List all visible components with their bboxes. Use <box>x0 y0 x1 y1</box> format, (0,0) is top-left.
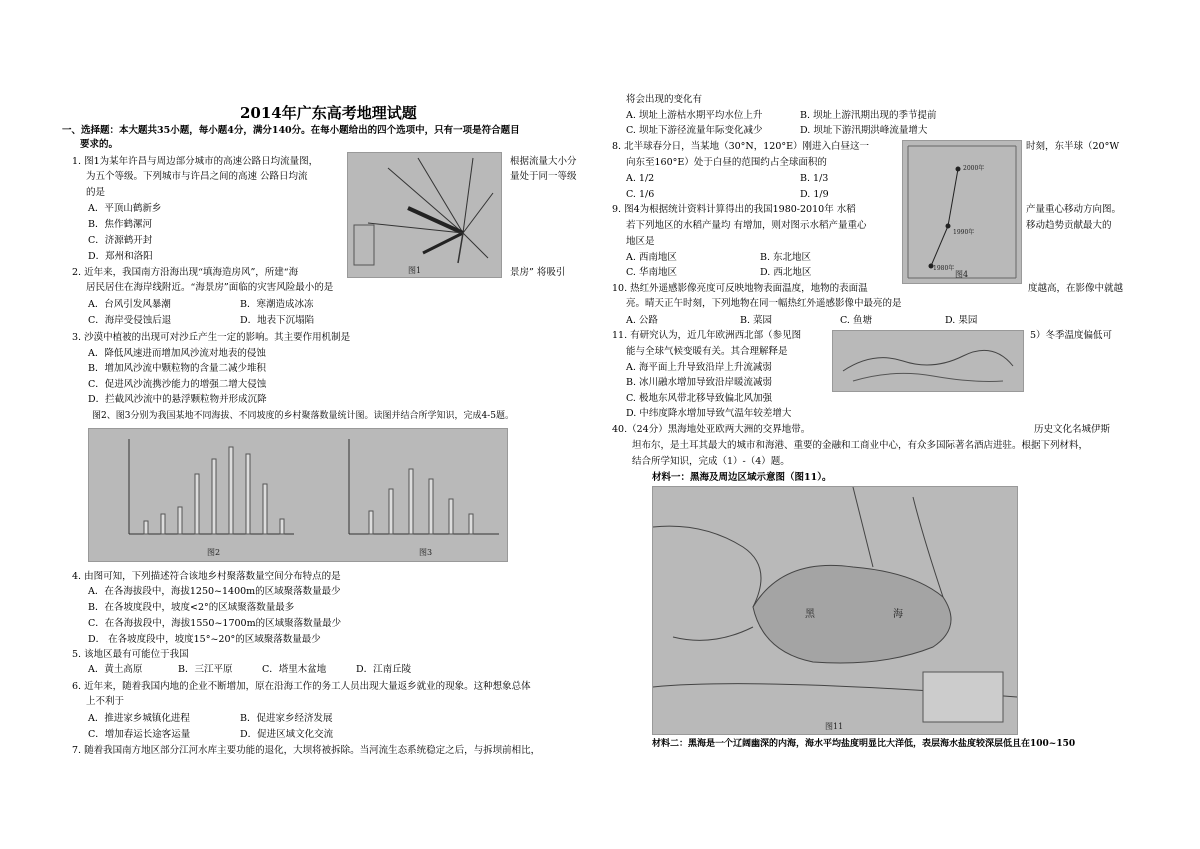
q1-stem-c: 为五个等级。下列城市与许昌之间的高速 公路日均流 <box>86 171 308 182</box>
q40-stem-d: 结合所学知识，完成（1）-（4）题。 <box>632 456 790 467</box>
q10-option-d: D. 果园 <box>945 315 978 326</box>
q6-stem: 6. 近年来，随着我国内地的企业不断增加，原在沿海工作的务工人员出现大量返乡就业的现象。这种想象总体 <box>72 681 531 692</box>
intro-q4-5: 图2、图3分别为我国某地不同海拔、不同坡度的乡村聚落数量统计图。读图并结合所学知识，完成4-5题。 <box>92 411 514 421</box>
q4-stem: 4. 由图可知，下列描述符合该地乡村聚落数量空间分布特点的是 <box>72 571 341 582</box>
q9-option-d: D. 西北地区 <box>760 267 812 278</box>
q11-stem-c: 能与全球气候变暖有关。其合理解释是 <box>626 346 788 357</box>
figure-4-label-1990: 1990年 <box>953 229 975 236</box>
q1-stem: 1. 图1为某年许昌与周边部分城市的高速公路日均流量图， <box>72 156 319 167</box>
q8-stem-c: 向东至160°E）处于白昼的范围约占全球面积的 <box>626 157 827 168</box>
q9-option-a: A. 西南地区 <box>626 252 677 263</box>
black-sea-label-2: 海 <box>893 609 903 620</box>
q10-stem: 10. 热红外遥感影像亮度可反映地物表面温度，地物的表面温 <box>612 283 868 294</box>
q1-option-b: B．焦作鹤漯河 <box>88 219 152 230</box>
figure-4-rice-centroid-map <box>902 140 1022 284</box>
q3-option-b: B．增加风沙流中颗粒物的含量二减少堆积 <box>88 363 266 374</box>
material-1: 材料一：黑海及周边区域示意图（图11）。 <box>652 472 832 483</box>
q11-option-d: D. 中纬度降水增加导致气温年较差增大 <box>626 408 792 419</box>
q2-stem-c: 居民居住在海岸线附近。“海景房”面临的灾害风险最小的是 <box>86 282 334 293</box>
q2-option-d: D．地表下沉塌陷 <box>240 315 315 326</box>
q9-stem-b: 产量重心移动方向图。 <box>1026 204 1122 215</box>
figure-1-highway-map <box>347 152 502 278</box>
q2-option-a: A．台风引发风暴潮 <box>88 299 171 310</box>
material-2: 材料二：黑海是一个辽阔幽深的内海，海水平均盐度明显比大洋低，表层海水盐度较深层低且在100~150 <box>652 739 1076 749</box>
q11-option-c: C. 极地东风带北移导致偏北风加强 <box>626 393 772 404</box>
black-sea-label-1: 黑 <box>805 609 815 620</box>
q11-stem: 11. 有研究认为，近几年欧洲西北部（参见图 <box>612 330 802 341</box>
q8-option-c: C. 1/6 <box>626 189 655 200</box>
figure-1-caption: 图1 <box>408 266 422 275</box>
q5-option-a: A．黄土高原 <box>88 664 143 675</box>
q3-stem: 3. 沙漠中植被的出现可对沙丘产生一定的影响。其主要作用机制是 <box>72 332 351 343</box>
q9-stem: 9. 图4为根据统计资料计算得出的我国1980-2010年 水稻 <box>612 204 856 215</box>
q5-option-b: B．三江平原 <box>178 664 233 675</box>
q11-option-a: A. 海平面上升导致沿岸上升流减弱 <box>626 362 772 373</box>
q1-stem-d: 量处于同一等级 <box>510 171 577 182</box>
q9-stem-e: 地区是 <box>626 236 655 247</box>
q6-option-b: B．促进家乡经济发展 <box>240 713 333 724</box>
q2-option-b: B．寒潮造成冰冻 <box>240 299 314 310</box>
q2-option-c: C．海岸受侵蚀后退 <box>88 315 172 326</box>
q10-option-b: B. 菜园 <box>740 315 773 326</box>
figure-11-caption: 图11 <box>825 722 844 731</box>
q8-stem-b: 时刻，东半球（20°W <box>1026 141 1120 152</box>
q7-stem: 7. 随着我国南方地区部分江河水库主要功能的退化，大坝将被拆除。当河流生态系统稳定之后，与拆坝前相比， <box>72 745 541 756</box>
q6-stem-b: 上不利于 <box>86 696 125 707</box>
q7-option-b: B. 坝址上游汛期出现的季节提前 <box>800 110 937 121</box>
q40-stem-b: 历史文化名城伊斯 <box>1034 424 1111 435</box>
figure-4-label-2000: 2000年 <box>963 165 985 172</box>
q6-option-d: D．促进区域文化交流 <box>240 729 334 740</box>
figure-2-caption: 图2 <box>207 548 221 557</box>
q8-option-d: D. 1/9 <box>800 189 829 200</box>
q9-stem-c: 若下列地区的水稻产量均 有增加，则对图示水稻产量重心 <box>626 220 867 231</box>
q10-stem-c: 亮。晴天正午时刻，下列地物在同一幅热红外遥感影像中最亮的是 <box>626 298 902 309</box>
section-header: 一、选择题：本大题共35小题，每小题4分，满分140分。在每小题给出的四个选项中，只有一项是符合题目 <box>62 125 520 136</box>
q7-stem-b: 将会出现的变化有 <box>626 94 703 105</box>
q2-stem-b: 景房” 将吸引 <box>510 267 566 278</box>
q3-option-d: D．拦截风沙流中的悬浮颗粒物并形成沉降 <box>88 394 267 405</box>
q1-stem-e: 的是 <box>86 187 106 198</box>
q10-option-a: A. 公路 <box>626 315 658 326</box>
q5-option-c: C．塔里木盆地 <box>262 664 327 675</box>
q7-option-c: C. 坝址下游径流量年际变化减少 <box>626 125 763 136</box>
q40-stem: 40.（24分）黑海地处亚欧两大洲的交界地带。 <box>612 424 811 435</box>
figure-4-label-1980: 1980年 <box>933 265 955 272</box>
q3-option-a: A．降低风速进而增加风沙流对地表的侵蚀 <box>88 348 266 359</box>
q6-option-a: A．推进家乡城镇化进程 <box>88 713 190 724</box>
q6-option-c: C．增加春运长途客运量 <box>88 729 191 740</box>
figure-3-caption: 图3 <box>419 548 433 557</box>
q1-stem-b: 根据流量大小分 <box>510 156 577 167</box>
q9-option-b: B. 东北地区 <box>760 252 812 263</box>
figure-5-europe-map <box>832 330 1024 392</box>
q11-stem-b: 5）冬季温度偏低可 <box>1030 330 1113 341</box>
figure-4-caption: 图4 <box>955 270 969 279</box>
q1-option-a: A．平顶山鹤新乡 <box>88 203 162 214</box>
q8-option-b: B. 1/3 <box>800 173 829 184</box>
q9-stem-d: 移动趋势贡献最大的 <box>1026 220 1112 231</box>
q11-option-b: B. 冰川融水增加导致沿岸暖流减弱 <box>626 377 773 388</box>
q4-option-c: C．在各海拔段中，海拔1550~1700m的区域聚落数量最少 <box>88 618 342 629</box>
figure-11-black-sea-map <box>652 486 1018 735</box>
q10-option-c: C. 鱼塘 <box>840 315 872 326</box>
q1-option-d: D．郑州和洛阳 <box>88 251 153 262</box>
q40-stem-c: 坦布尔，是土耳其最大的城市和海港、重要的金融和工商业中心，有众多国际著名酒店进驻。根据下列材料， <box>632 440 1089 451</box>
q7-option-d: D. 坝址下游汛期洪峰流量增大 <box>800 125 928 136</box>
q5-option-d: D．江南丘陵 <box>356 664 412 675</box>
figures-2-3-bar-charts <box>88 428 508 562</box>
section-header-cont: 要求的。 <box>80 139 119 150</box>
q9-option-c: C. 华南地区 <box>626 267 677 278</box>
q2-stem: 2. 近年来，我国南方沿海出现“填海造房风”，所建“海 <box>72 267 299 278</box>
q4-option-d: D． 在各坡度段中，坡度15°~20°的区域聚落数量最少 <box>88 634 321 645</box>
q7-option-a: A. 坝址上游枯水期平均水位上升 <box>626 110 763 121</box>
page-title: 2014年广东高考地理试题 <box>240 104 417 122</box>
q8-stem: 8. 北半球春分日，当某地（30°N，120°E）刚进入白昼这一 <box>612 141 870 152</box>
q4-option-b: B．在各坡度段中，坡度<2°的区域聚落数量最多 <box>88 602 295 613</box>
q8-option-a: A. 1/2 <box>626 173 655 184</box>
q5-stem: 5. 该地区最有可能位于我国 <box>72 649 189 660</box>
q4-option-a: A．在各海拔段中，海拔1250~1400m的区域聚落数量最少 <box>88 586 341 597</box>
q3-option-c: C．促进风沙流携沙能力的增强二增大侵蚀 <box>88 379 267 390</box>
q1-option-c: C．济源鹤开封 <box>88 235 153 246</box>
q10-stem-b: 度越高，在影像中就越 <box>1028 283 1124 294</box>
